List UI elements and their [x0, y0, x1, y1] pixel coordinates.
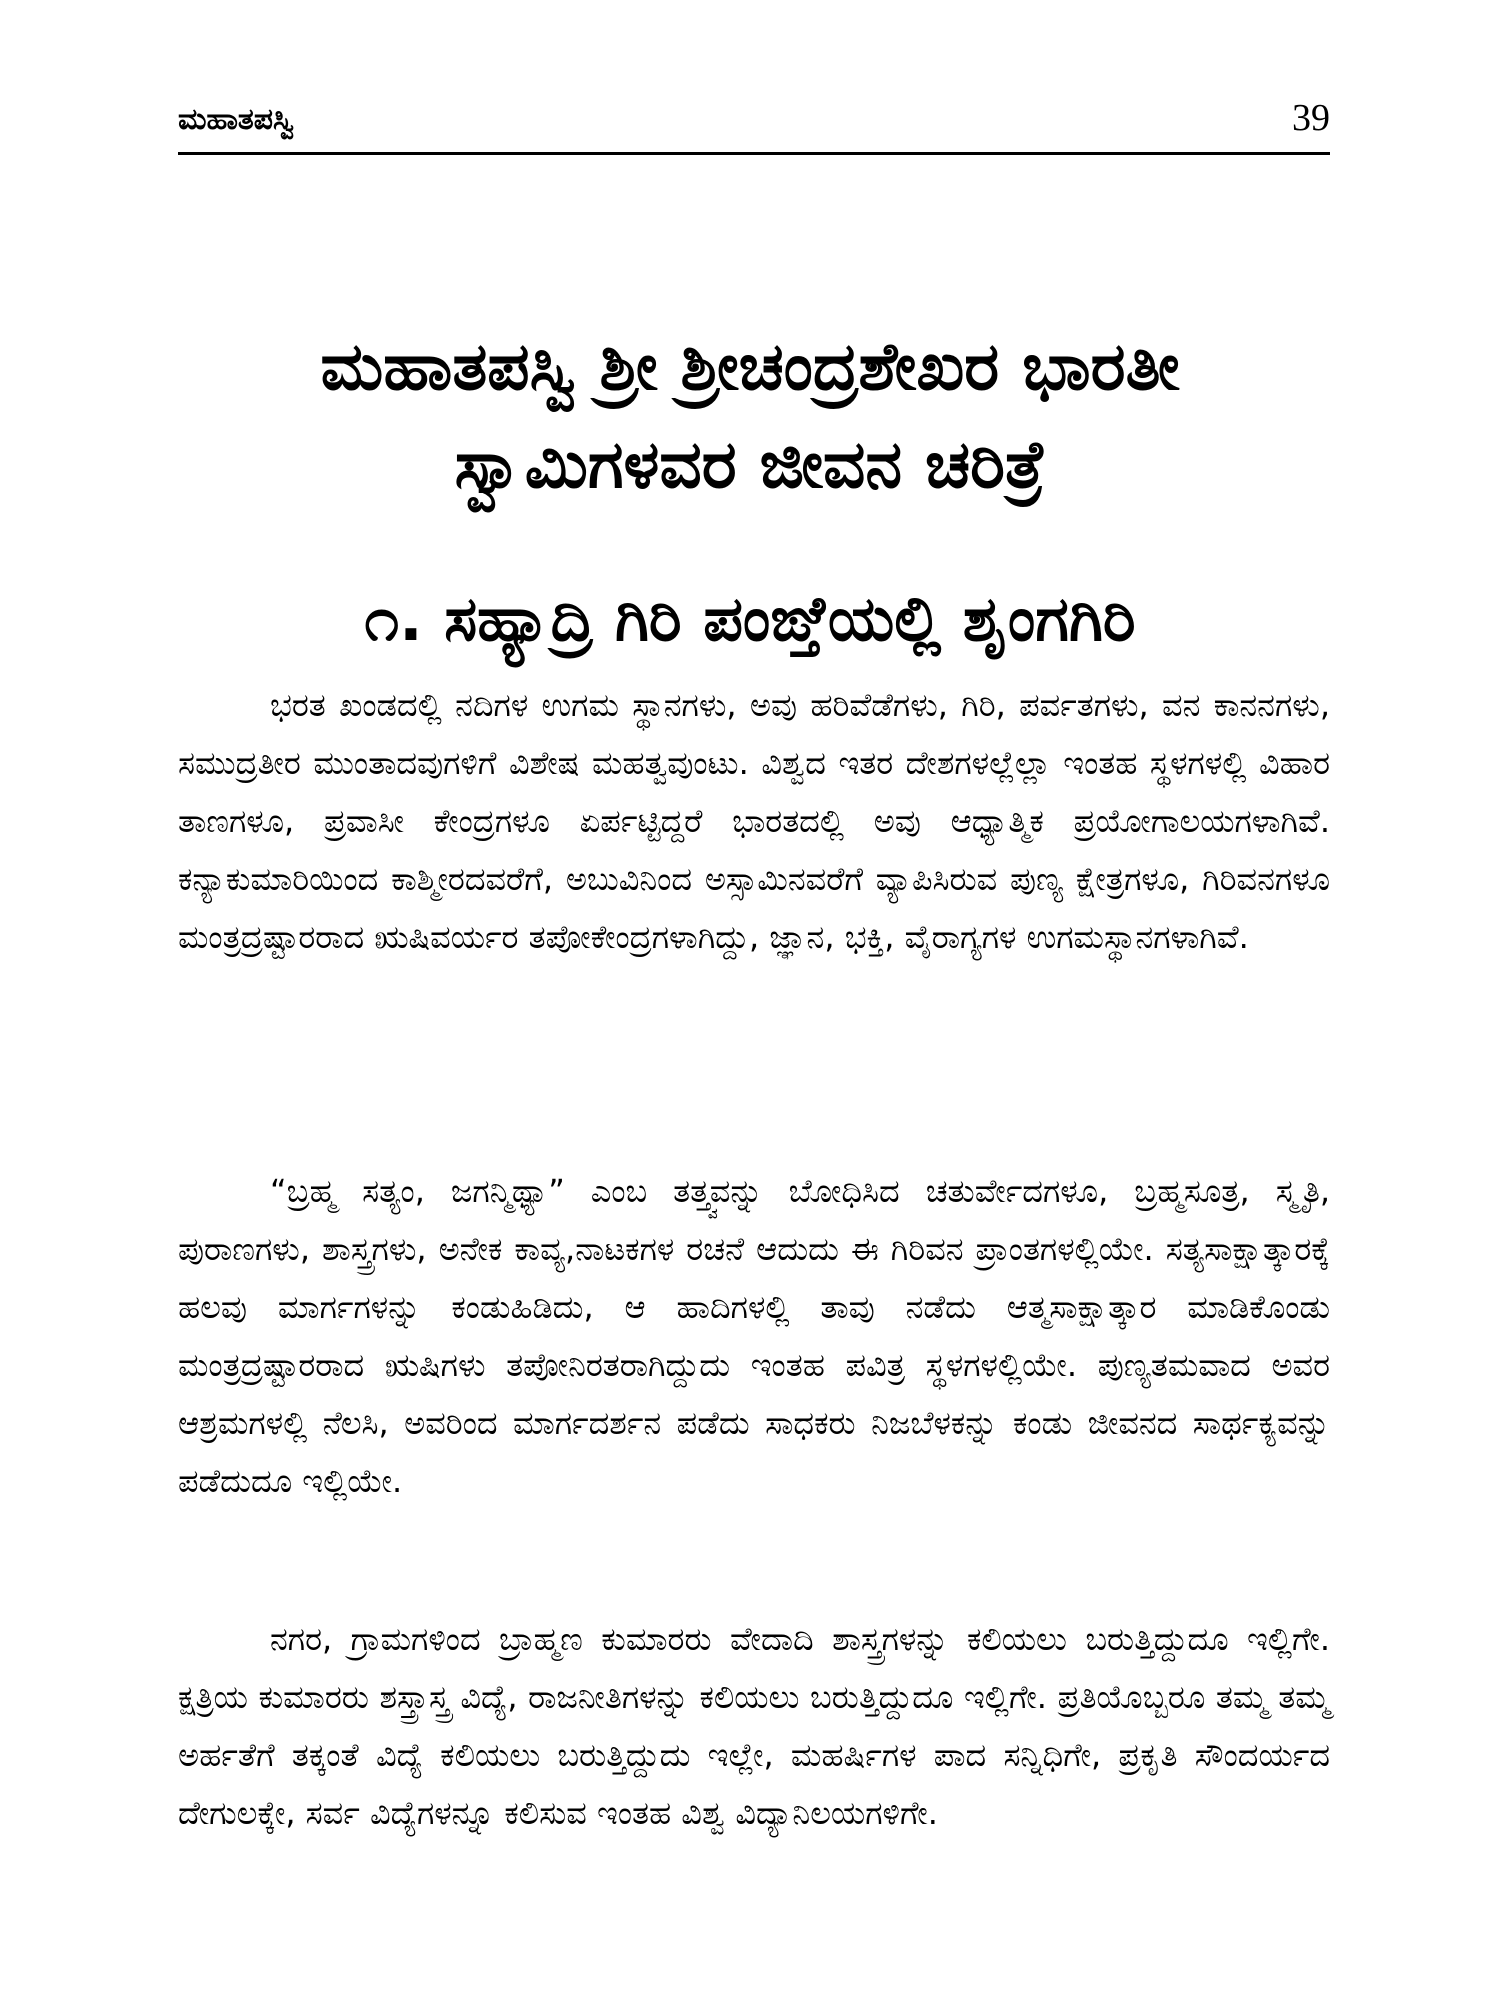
page-title: [150, 318, 1350, 514]
body-paragraph-1: ಭರತ ಖಂಡದಲ್ಲಿ ನದಿಗಳ ಉಗಮ ಸ್ಥಾನಗಳು, ಅವು ಹರಿವೆಡೆಗಳು, ಗಿರಿ, ಪರ್ವತಗಳು, ವನ ಕಾನನಗಳು, ಸಮುದ್ರತೀರ ಮುಂತಾದವುಗಳಿಗೆ ವಿಶೇಷ ಮಹತ್ವವುಂಟು. ವಿಶ್ವದ ಇತರ ದೇಶಗಳಲ್ಲೆಲ್ಲಾ ಇಂತಹ ಸ್ಥಳಗಳಲ್ಲಿ ವಿಹಾರ ತಾಣಗಳೂ, ಪ್ರವಾಸೀ ಕೇಂದ್ರಗಳೂ ಏರ್ಪಟ್ಟಿದ್ದರೆ ಭಾರತದಲ್ಲಿ ಅವು ಆಧ್ಯಾತ್ಮಿಕ ಪ್ರಯೋಗಾಲಯಗಳಾಗಿವೆ. ಕನ್ಯಾಕುಮಾರಿಯಿಂದ ಕಾಶ್ಮೀರದವರೆಗೆ, ಅಬುವಿನಿಂದ ಅಸ್ಸಾಮಿನವರೆಗೆ ವ್ಯಾಪಿಸಿರುವ ಪುಣ್ಯ ಕ್ಷೇತ್ರಗಳೂ, ಗಿರಿವನಗಳೂ ಮಂತ್ರದ್ರಷ್ಟಾರರಾದ ಋಷಿವರ್ಯರ ತಪೋಕೇಂದ್ರಗಳಾಗಿದ್ದು, ಜ್ಞಾನ, ಭಕ್ತಿ, ವೈರಾಗ್ಯಗಳ ಉಗಮಸ್ಥಾನಗಳಾಗಿವೆ.: [178, 686, 1330, 956]
body-paragraph-2: “ಬ್ರಹ್ಮ ಸತ್ಯಂ, ಜಗನ್ಮಿಥ್ಯಾ” ಎಂಬ ತತ್ತ್ವವನ್ನು ಬೋಧಿಸಿದ ಚತುರ್ವೇದಗಳೂ, ಬ್ರಹ್ಮಸೂತ್ರ, ಸ್ಮೃತಿ, ಪುರಾಣಗಳು, ಶಾಸ್ತ್ರಗಳು, ಅನೇಕ ಕಾವ್ಯ,ನಾಟಕಗಳ ರಚನೆ ಆದುದು ಈ ಗಿರಿವನ ಪ್ರಾಂತಗಳಲ್ಲಿಯೇ. ಸತ್ಯಸಾಕ್ಷಾತ್ಕಾರಕ್ಕೆ ಹಲವು ಮಾರ್ಗಗಳನ್ನು ಕಂಡುಹಿಡಿದು, ಆ ಹಾದಿಗಳಲ್ಲಿ ತಾವು ನಡೆದು ಆತ್ಮಸಾಕ್ಷಾತ್ಕಾರ ಮಾಡಿಕೊಂಡು ಮಂತ್ರದ್ರಷ್ಟಾರರಾದ ಋಷಿಗಳು ತಪೋನಿರತರಾಗಿದ್ದುದು ಇಂತಹ ಪವಿತ್ರ ಸ್ಥಳಗಳಲ್ಲಿಯೇ. ಪುಣ್ಯತಮವಾದ ಅವರ ಆಶ್ರಮಗಳಲ್ಲಿ ನೆಲಸಿ, ಅವರಿಂದ ಮಾರ್ಗದರ್ಶನ ಪಡೆದು ಸಾಧಕರು ನಿಜಬೆಳಕನ್ನು ಕಂಡು ಜೀವನದ ಸಾರ್ಥಕ್ಯವನ್ನು ಪಡೆದುದೂ ಇಲ್ಲಿಯೇ.: [178, 1172, 1330, 1500]
running-title: ಮಹಾತಪಸ್ವಿ: [178, 102, 295, 137]
page-number: 39: [1292, 97, 1330, 139]
chapter-title: ೧. ಸಹ್ಯಾದ್ರಿ ಗಿರಿ ಪಂಙ್ತೆಯಲ್ಲಿ ಶೃಂಗಗಿರಿ: [364, 582, 1136, 655]
body-paragraph-3: ನಗರ, ಗ್ರಾಮಗಳಿಂದ ಬ್ರಾಹ್ಮಣ ಕುಮಾರರು ವೇದಾದಿ ಶಾಸ್ತ್ರಗಳನ್ನು ಕಲಿಯಲು ಬರುತ್ತಿದ್ದುದೂ ಇಲ್ಲಿಗೇ. ಕ್ಷತ್ರಿಯ ಕುಮಾರರು ಶಸ್ತ್ರಾಸ್ತ್ರ ವಿದ್ಯೆ, ರಾಜನೀತಿಗಳನ್ನು ಕಲಿಯಲು ಬರುತ್ತಿದ್ದುದೂ ಇಲ್ಲಿಗೇ. ಪ್ರತಿಯೊಬ್ಬರೂ ತಮ್ಮ ತಮ್ಮ ಅರ್ಹತೆಗೆ ತಕ್ಕಂತೆ ವಿದ್ಯೆ ಕಲಿಯಲು ಬರುತ್ತಿದ್ದುದು ಇಲ್ಲೇ, ಮಹರ್ಷಿಗಳ ಪಾದ ಸನ್ನಿಧಿಗೇ, ಪ್ರಕೃತಿ ಸೌಂದರ್ಯದ ದೇಗುಲಕ್ಕೇ, ಸರ್ವ ವಿದ್ಯೆಗಳನ್ನೂ ಕಲಿಸುವ ಇಂತಹ ವಿಶ್ವ ವಿದ್ಯಾನಿಲಯಗಳಿಗೇ.: [178, 1620, 1330, 1832]
page-title-line-2: ಸ್ವಾಮಿಗಳವರ ಜೀವನ ಚರಿತ್ರೆ: [454, 426, 1046, 503]
page-title-line-1: ಮಹಾತಪಸ್ವಿ ಶ್ರೀ ಶ್ರೀಚಂದ್ರಶೇಖರ ಭಾರತೀ: [320, 328, 1180, 405]
running-header: [178, 96, 1330, 155]
